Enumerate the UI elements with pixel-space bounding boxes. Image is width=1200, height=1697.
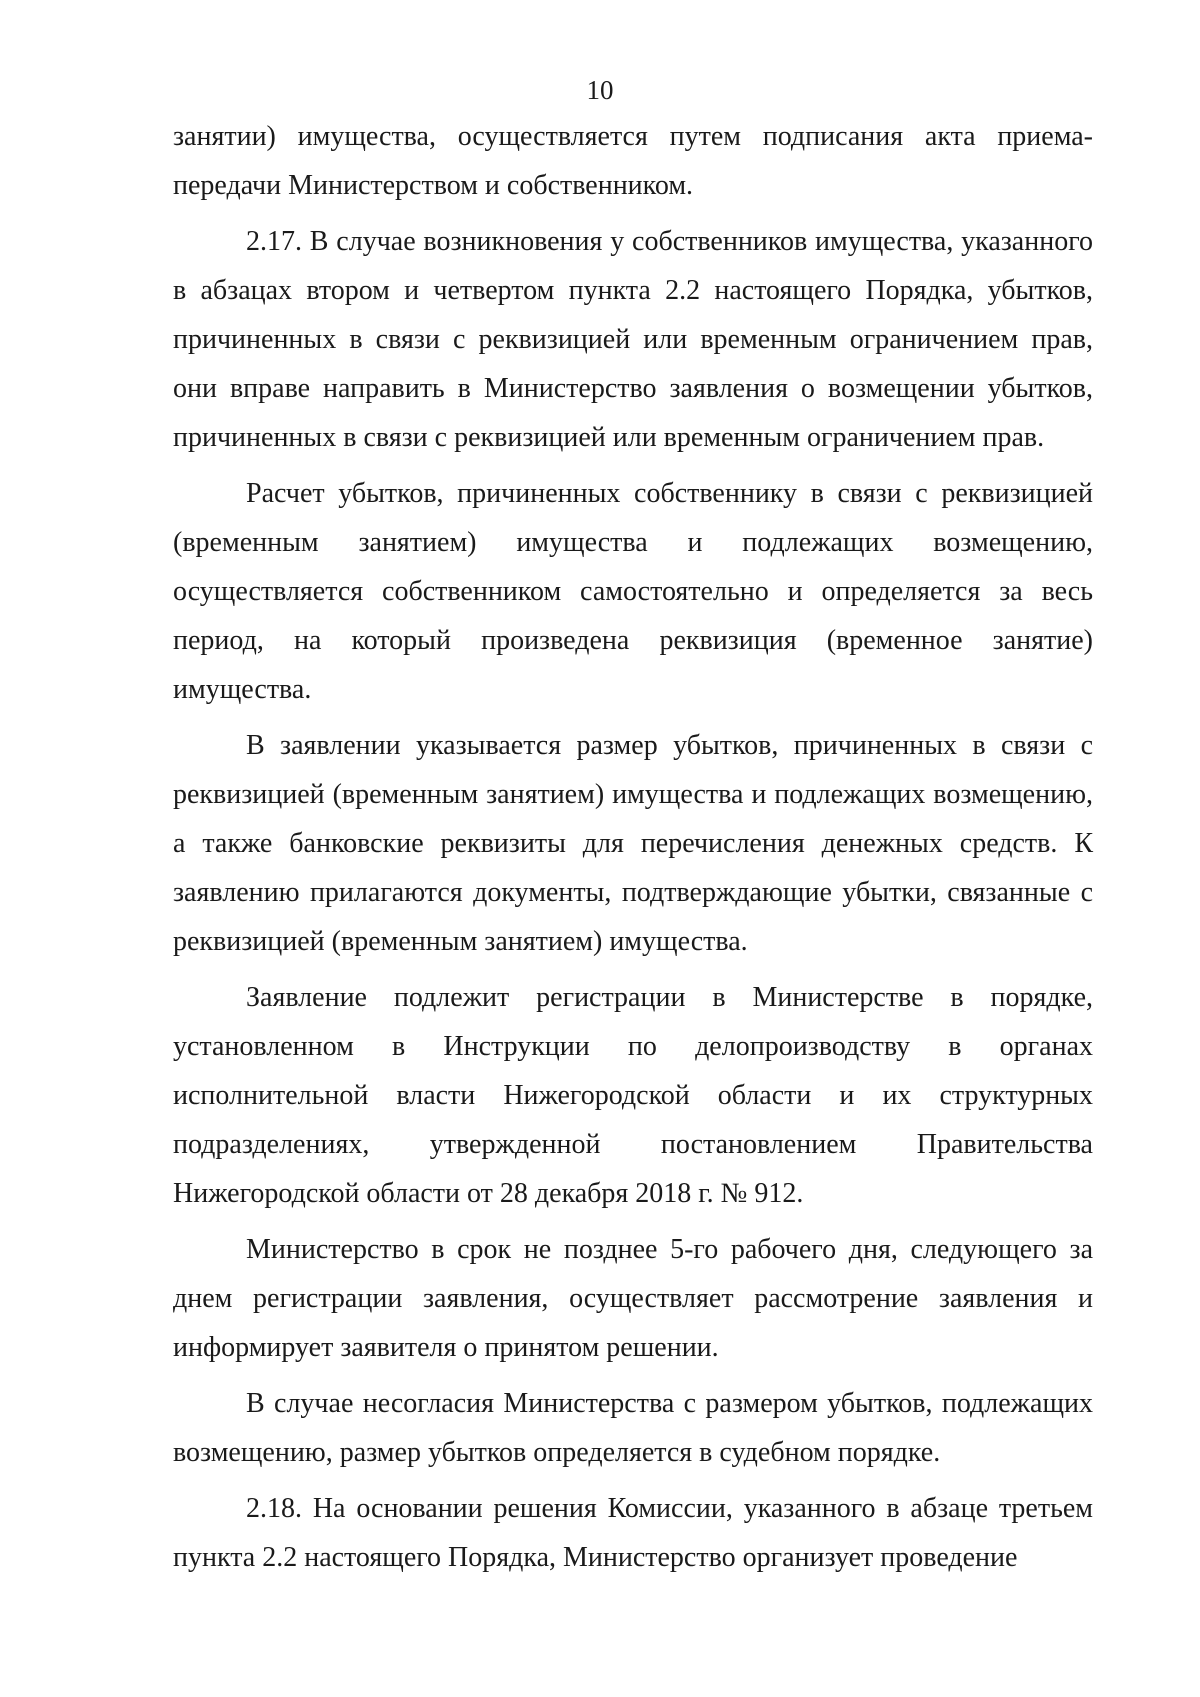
paragraph-continuation: занятии) имущества, осуществляется путем подписания акта приема-передачи Министерством и собственником. [173, 121, 1093, 201]
page-number: 10 [586, 75, 614, 105]
paragraph-loss-calculation: Расчет убытков, причиненных собственнику в связи с реквизицией (временным занятием) имущества и подлежащих возмещению, осуществляется собственником самостоятельно и определяется за весь период, на который произведена реквизиция (временное занятие) имущества. [173, 478, 1093, 705]
paragraph-disagreement: В случае несогласия Министерства с размером убытков, подлежащих возмещению, размер убытков определяется в судебном порядке. [173, 1388, 1093, 1468]
paragraph-2-17: 2.17. В случае возникновения у собственников имущества, указанного в абзацах втором и четвертом пункта 2.2 настоящего Порядка, убытков, причиненных в связи с реквизицией или временным ограничением прав, они вправе направить в Министерство заявления о возмещении убытков, причиненных в связи с реквизицией или временным ограничением прав. [173, 226, 1093, 453]
paragraph-application-registration: Заявление подлежит регистрации в Министерстве в порядке, установленном в Инструкции по делопроизводству в органах исполнительной власти Нижегородской области и их структурных подразделениях, утвержденной постановлением Правительства Нижегородской области от 28 декабря 2018 г. № 912. [173, 982, 1093, 1209]
document-body [173, 112, 1093, 1589]
paragraph-review-deadline: Министерство в срок не позднее 5-го рабочего дня, следующего за днем регистрации заявления, осуществляет рассмотрение заявления и информирует заявителя о принятом решении. [173, 1234, 1093, 1363]
paragraph-application-contents: В заявлении указывается размер убытков, причиненных в связи с реквизицией (временным занятием) имущества и подлежащих возмещению, а также банковские реквизиты для перечисления денежных средств. К заявлению прилагаются документы, подтверждающие убытки, связанные с реквизицией (временным занятием) имущества. [173, 730, 1093, 957]
paragraph-2-18: 2.18. На основании решения Комиссии, указанного в абзаце третьем пункта 2.2 настоящего Порядка, Министерство организует проведение [173, 1493, 1093, 1573]
